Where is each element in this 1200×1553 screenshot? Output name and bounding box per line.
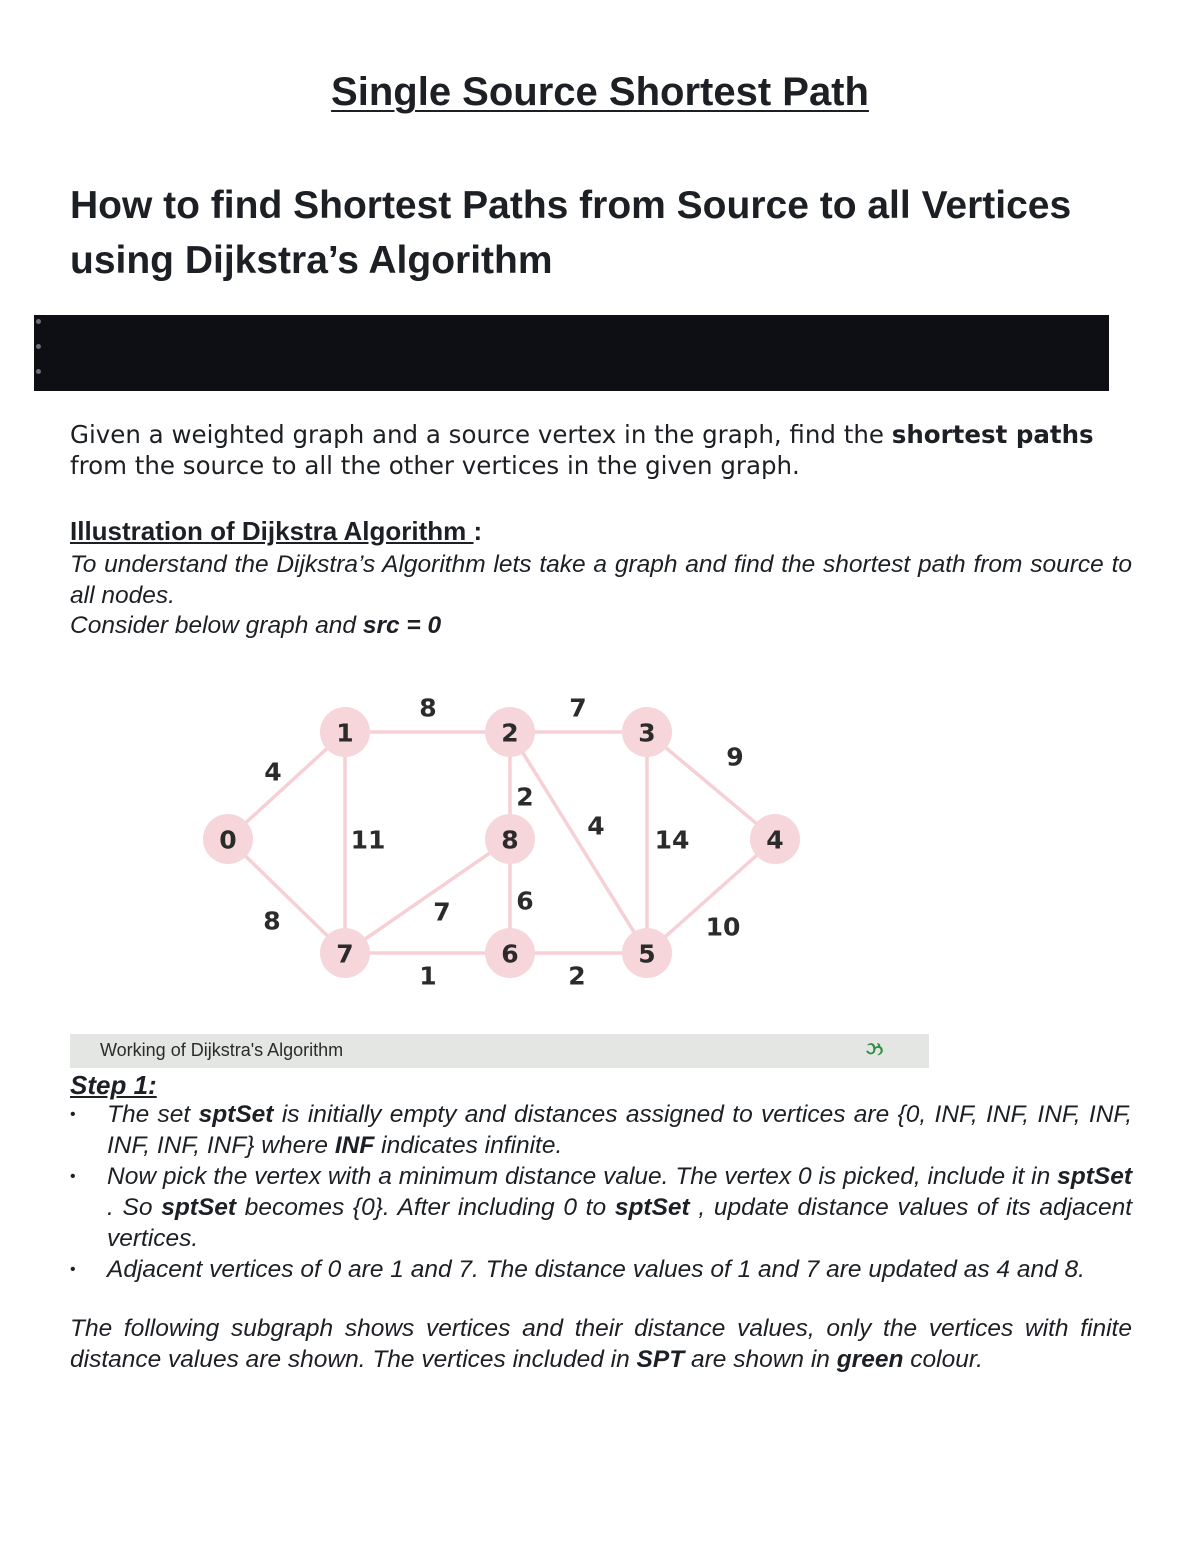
item-text: Now pick the vertex with a minimum distance value. The vertex 0 is picked, include it in (107, 1163, 1058, 1190)
item-bold: sptSet (198, 1101, 274, 1128)
edge-weight-label: 11 (350, 825, 386, 855)
caption-bar (70, 1034, 929, 1068)
graph-diagram (180, 680, 820, 1010)
node-label: 7 (336, 939, 354, 969)
graph-edge-7-8 (345, 839, 510, 953)
step-list (70, 1099, 1132, 1285)
followup-text: are shown in (684, 1346, 837, 1373)
edge-weight-label: 2 (516, 782, 534, 812)
node-label: 1 (336, 718, 354, 748)
followup-text: The following subgraph shows vertices and their distance values, only the vertices with finite distance values are shown. The vertices included in (70, 1315, 1132, 1373)
bullet-dot (36, 319, 41, 324)
followup-paragraph (70, 1313, 1132, 1375)
item-bold: sptSet (614, 1194, 690, 1221)
black-banner (34, 315, 1109, 391)
list-item (70, 1099, 1132, 1161)
bullet-icon: • (70, 1106, 76, 1123)
edge-weight-label: 7 (433, 897, 451, 927)
item-text: indicates infinite. (374, 1132, 563, 1159)
caption-text: Working of Dijkstra's Algorithm (100, 1040, 344, 1060)
edge-weight-label: 8 (419, 693, 437, 723)
item-bold: sptSet (1057, 1163, 1132, 1190)
edge-weight-label: 9 (726, 742, 744, 772)
edge-weight-label: 14 (654, 825, 690, 855)
node-label: 0 (219, 825, 237, 855)
edge-weight-label: 8 (263, 906, 281, 936)
consider-bold: src = 0 (362, 612, 442, 639)
followup-text: colour. (903, 1346, 983, 1373)
item-text: is initially empty and distances assigned to vertices are {0, INF, INF, INF, INF, INF, INF, INF} where (107, 1101, 1132, 1159)
node-label: 2 (501, 718, 519, 748)
intro-paragraph (70, 419, 1130, 481)
node-label: 6 (501, 939, 519, 969)
item-bold: INF (334, 1132, 375, 1159)
node-label: 3 (638, 718, 656, 748)
item-bold: sptSet (161, 1194, 237, 1221)
item-text: . So (107, 1194, 162, 1221)
illustration-heading-text: Illustration of Dijkstra Algorithm (70, 516, 474, 546)
followup-bold: green (836, 1346, 904, 1373)
node-label: 8 (501, 825, 519, 855)
intro-text: from the source to all the other vertices in the given graph. (70, 451, 800, 480)
consider-line (70, 610, 441, 641)
item-text: , update distance values of its adjacent vertices. (107, 1194, 1132, 1252)
followup-bold: SPT (636, 1346, 685, 1373)
bullet-icon: • (70, 1261, 76, 1278)
illustration-description: To understand the Dijkstra’s Algorithm lets take a graph and find the shortest path from source to all nodes. (70, 551, 1132, 609)
item-text: The set (107, 1101, 199, 1128)
intro-text: Given a weighted graph and a source vertex in the graph, find the (70, 420, 892, 449)
edge-weight-label: 7 (569, 693, 587, 723)
item-text: becomes {0}. After including 0 to (236, 1194, 615, 1221)
edge-weight-label: 4 (587, 811, 605, 841)
node-label: 4 (766, 825, 784, 855)
step-heading: Step 1: (70, 1070, 157, 1100)
consider-text: Consider below graph and (70, 612, 363, 639)
page-title: Single Source Shortest Path (331, 70, 869, 114)
edge-weight-label: 6 (516, 886, 534, 916)
article-heading: How to find Shortest Paths from Source to all Vertices using Dijkstra’s Algorithm (70, 184, 1072, 282)
gfg-logo-icon: ઝ (866, 1039, 884, 1059)
bullet-dot (36, 344, 41, 349)
illustration-colon: : (473, 516, 483, 546)
edge-weight-label: 10 (705, 912, 741, 942)
list-item (70, 1254, 1132, 1285)
item-text: Adjacent vertices of 0 are 1 and 7. The distance values of 1 and 7 are updated as 4 and 8. (107, 1256, 1085, 1283)
bullet-dot (36, 369, 41, 374)
list-item (70, 1161, 1132, 1254)
edge-weight-label: 1 (419, 961, 437, 991)
illustration-heading (70, 516, 482, 547)
bullet-icon: • (70, 1168, 76, 1185)
edge-weight-label: 2 (568, 961, 586, 991)
graph-edge-3-4 (647, 732, 775, 839)
edge-weight-label: 4 (264, 757, 282, 787)
intro-bold: shortest paths (891, 420, 1094, 449)
node-label: 5 (638, 939, 656, 969)
